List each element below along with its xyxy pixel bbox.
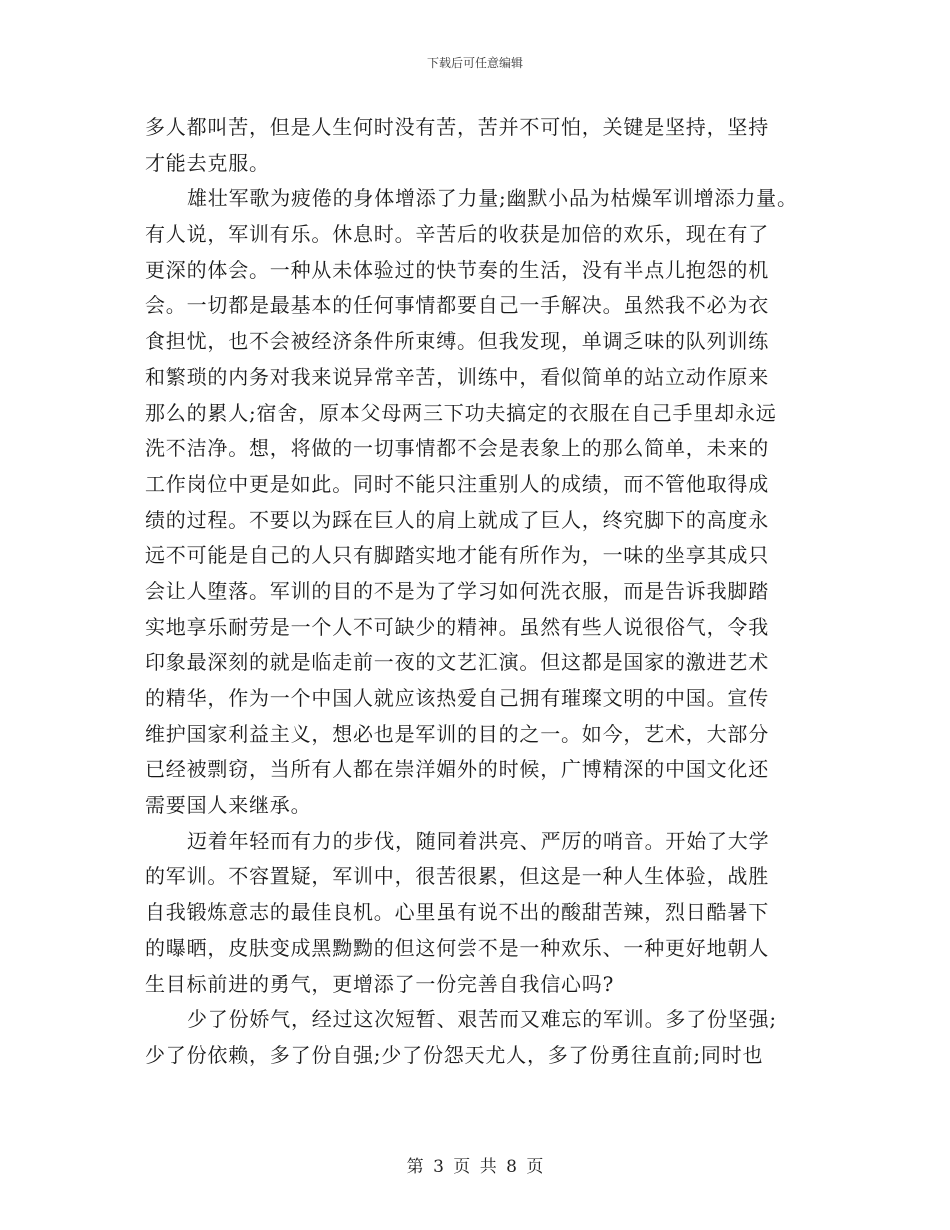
text-line: 食担忧，也不会被经济条件所束缚。但我发现，单调乏味的队列训练 xyxy=(145,329,769,354)
text-line: 雄壮军歌为疲倦的身体增添了力量;幽默小品为枯燥军训增添力量。 xyxy=(187,186,798,211)
text-line: 有人说，军训有乐。休息时。辛苦后的收获是加倍的欢乐，现在有了 xyxy=(145,222,769,247)
text-line: 自我锻炼意志的最佳良机。心里虽有说不出的酸甜苦辣，烈日酷暑下 xyxy=(145,900,769,925)
text-line: 会。一切都是最基本的任何事情都要自己一手解决。虽然我不必为衣 xyxy=(145,293,769,318)
text-line: 更深的体会。一种从未体验过的快节奏的生活，没有半点儿抱怨的机 xyxy=(145,257,769,282)
text-line: 的曝晒，皮肤变成黑黝黝的但这何尝不是一种欢乐、一种更好地朝人 xyxy=(145,935,769,960)
text-line: 绩的过程。不要以为踩在巨人的肩上就成了巨人，终究脚下的高度永 xyxy=(145,507,769,532)
text-line: 少了份依赖，多了份自强;少了份怨天尤人，多了份勇往直前;同时也 xyxy=(145,1042,764,1067)
text-line: 远不可能是自己的人只有脚踏实地才能有所作为，一味的坐享其成只 xyxy=(145,543,769,568)
text-line: 多人都叫苦，但是人生何时没有苦，苦并不可怕，关键是坚持，坚持 xyxy=(145,115,769,139)
text-line: 实地享乐耐劳是一个人不可缺少的精神。虽然有些人说很俗气，令我 xyxy=(145,614,769,639)
document-body xyxy=(145,110,825,1074)
text-line: 维护国家利益主义，想必也是军训的目的之一。如今，艺术，大部分 xyxy=(145,721,769,746)
text-line: 和繁琐的内务对我来说异常辛苦，训练中，看似简单的站立动作原来 xyxy=(145,364,769,389)
page-footer: 第 3 页 共 8 页 xyxy=(406,1157,544,1177)
text-line: 的军训。不容置疑，军训中，很苦很累，但这是一种人生体验，战胜 xyxy=(145,864,769,889)
text-line: 生目标前进的勇气，更增添了一份完善自我信心吗? xyxy=(145,971,615,996)
text-line: 工作岗位中更是如此。同时不能只注重别人的成绩，而不管他取得成 xyxy=(145,471,769,496)
text-line: 迈着年轻而有力的步伐，随同着洪亮、严厉的哨音。开始了大学 xyxy=(187,828,770,853)
text-line: 印象最深刻的就是临走前一夜的文艺汇演。但这都是国家的激进艺术 xyxy=(145,650,769,675)
text-line: 已经被剽窃，当所有人都在崇洋媚外的时候，广博精深的中国文化还 xyxy=(145,757,769,782)
text-line: 少了份娇气，经过这次短暂、艰苦而又难忘的军训。多了份坚强; xyxy=(187,1007,777,1032)
text-line: 的精华，作为一个中国人就应该热爱自己拥有璀璨文明的中国。宣传 xyxy=(145,686,769,710)
text-line: 那么的累人;宿舍，原本父母两三下功夫搞定的衣服在自己手里却永远 xyxy=(145,400,777,425)
page-header: 下载后可任意编辑 xyxy=(426,56,523,70)
text-line: 才能去克服。 xyxy=(145,150,270,175)
text-line: 需要国人来继承。 xyxy=(145,793,312,818)
text-line: 洗不洁净。想，将做的一切事情都不会是表象上的那么简单，未来的 xyxy=(145,436,769,461)
text-line: 会让人堕落。军训的目的不是为了学习如何洗衣服，而是告诉我脚踏 xyxy=(145,578,769,603)
